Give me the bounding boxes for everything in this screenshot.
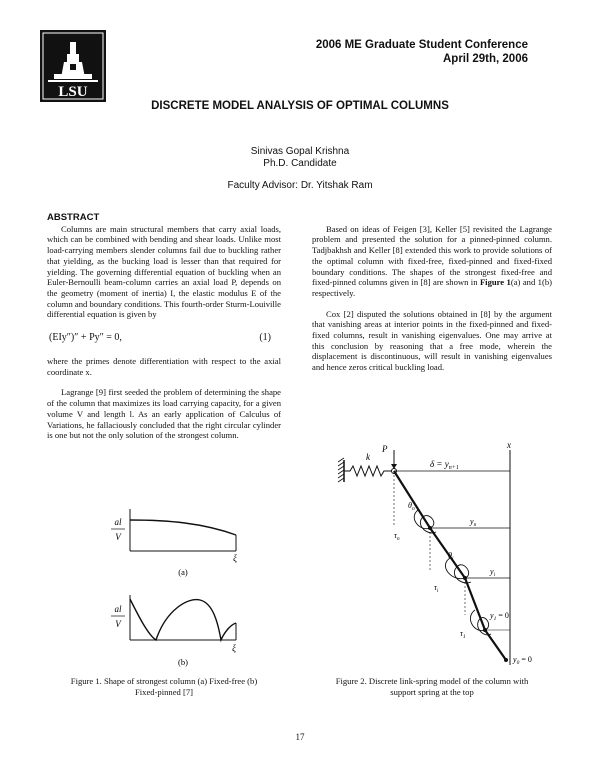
fig1a-label: (a) xyxy=(178,567,188,577)
left-column xyxy=(47,213,281,441)
fig2-yi: $y_i$ xyxy=(490,567,496,578)
fig2-theta-n: $\theta_n$ xyxy=(408,501,415,512)
figure-1-caption xyxy=(47,676,281,698)
figure-2-caption xyxy=(312,676,552,698)
right-paragraph-1-text-a: Based on ideas of Feigen [3], Keller [5] revisited the Lagrange problem and presented the solution for a pinned-pinned column. Tadjbakhsh and Keller [8] extended this work to provide solutions of the optimal column with fixed-free, fixed-pinned and fixed-fixed boundary conditions. The shapes of the strongest fixed-free and fixed-pinned columns given in [8] are shown in xyxy=(312,223,552,288)
lsu-logo-graphic xyxy=(40,30,106,102)
figure-2-caption-line-1: Figure 2. Discrete link-spring model of the column with xyxy=(335,676,529,686)
fig2-y0: $y_0 = 0$ xyxy=(513,655,532,666)
fig2-tau-n: $\tau_n$ xyxy=(394,531,400,542)
fig2-delta: $\delta = y_{n+1}$ xyxy=(430,459,459,471)
figure-2-graphic xyxy=(330,440,560,672)
author-position: Ph.D. Candidate xyxy=(263,158,337,169)
fig1b-label: (b) xyxy=(178,657,188,667)
lsu-logo xyxy=(40,30,106,102)
figure-1-graphic xyxy=(108,505,258,675)
author-block xyxy=(0,146,600,170)
fig1a-xlabel: ξ xyxy=(233,553,237,563)
fig1a-ylabel-top: al xyxy=(114,517,122,527)
figure-1-caption-line-2: Fixed-pinned [7] xyxy=(135,687,193,697)
fig1b-xlabel: ξ xyxy=(232,643,236,653)
fig1a-ylabel-bottom: V xyxy=(115,532,121,542)
fig2-theta-i: $\theta_i$ xyxy=(448,551,454,562)
author-name: Sinivas Gopal Krishna xyxy=(250,146,350,157)
fig2-yn: $y_n$ xyxy=(470,517,477,528)
equation-number: (1) xyxy=(259,332,271,344)
abstract-heading: ABSTRACT xyxy=(47,212,100,223)
figure-1 xyxy=(108,505,258,675)
abstract-paragraph-3: Lagrange [9] first seeded the problem of determining the shape of the column that maximizes its load carrying capacity, for a given volume V and length l. As an early application of Calculus of Variations, he fallaciously concluded that the right circular cylinder is one but not the only solution of the strongest column. xyxy=(47,387,281,441)
conference-date: April 29th, 2006 xyxy=(442,53,528,65)
fig2-x: x xyxy=(507,440,511,450)
fig2-y1: $y_1 = 0$ xyxy=(490,611,509,622)
fig2-links xyxy=(394,471,506,660)
abstract-paragraph-2: where the primes denote differentiation with respect to the axial coordinate x. xyxy=(47,356,281,377)
conference-name: 2006 ME Graduate Student Conference xyxy=(315,39,528,51)
figure-1-reference: Figure 1 xyxy=(479,277,511,288)
abstract-paragraph-1: Columns are main structural members that carry axial loads, which can be combined with bending and shear loads. Unlike most load-carrying members slender columns fail due to buckling rather that yielding, as the bucking load is lesser than that required for yielding. The governing differential equation of buckling when an Euler-Bernoulli beam-column carries an axial load P, depends on the geometry (moment of inertia) I, the elastic modulus E of the column and boundary conditions. This fourth-order Sturm-Louiville differential equation is given by xyxy=(47,223,281,320)
faculty-advisor: Faculty Advisor: Dr. Yitshak Ram xyxy=(227,180,373,191)
right-paragraph-1-text-b: (a) and 1(b) respectively. xyxy=(312,277,552,298)
figure-2-caption-line-2: support spring at the top xyxy=(390,687,474,697)
fig1b-curve xyxy=(130,599,236,640)
fig1b-ylabel-top: al xyxy=(114,604,122,614)
fig1b-ylabel-bottom: V xyxy=(115,619,121,629)
page-number: 17 xyxy=(295,732,305,742)
paper-title: DISCRETE MODEL ANALYSIS OF OPTIMAL COLUMNS xyxy=(151,100,449,112)
logo-text: LSU xyxy=(58,84,88,100)
figure-1-caption-line-1: Figure 1. Shape of strongest column (a) Fixed-free (b) xyxy=(70,676,258,686)
equation-text: (EIy″)″ + Py″ = 0, xyxy=(49,332,122,344)
figure-2 xyxy=(330,440,560,672)
equation-1 xyxy=(47,326,281,356)
fig1a-curve xyxy=(130,520,236,535)
right-paragraph-2: Cox [2] disputed the solutions obtained in [8] by the argument that vanishing areas at interior points in the fixed-pinned and fixed-fixed columns, result in vanishing eigenvalues. One may arrive at this conclusion by reasoning that a free mode, wherein the displacement is discontinuous, will result in vanishing eigenvalues and hence zeros critical buckling load. xyxy=(312,308,552,373)
fig2-P: P xyxy=(382,444,388,454)
fig2-tau-1: $\tau_1$ xyxy=(460,629,466,640)
fig2-k: k xyxy=(366,452,370,462)
conference-header xyxy=(316,38,528,66)
right-column xyxy=(312,213,552,373)
right-paragraph-1 xyxy=(312,224,552,299)
fig2-tau-i: $\tau_i$ xyxy=(434,583,439,594)
